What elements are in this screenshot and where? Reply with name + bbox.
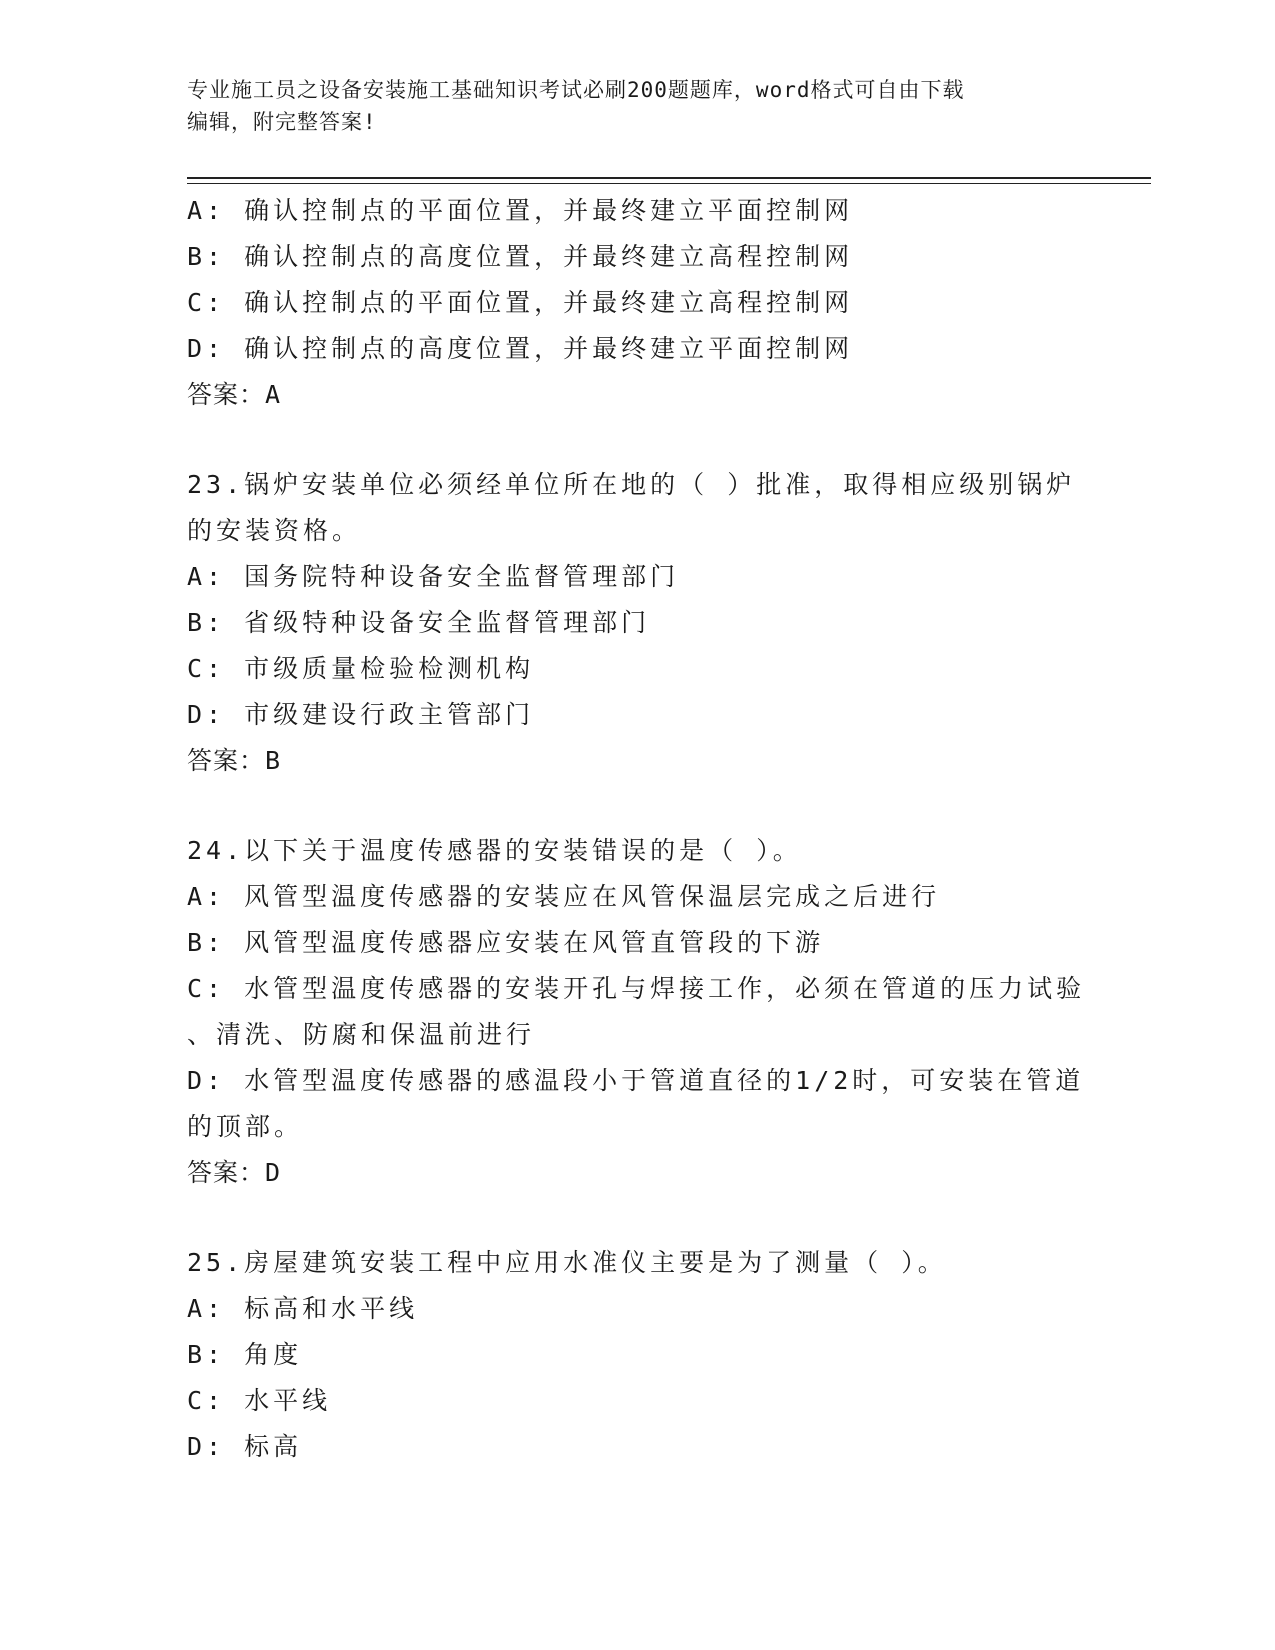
answer-value: A	[265, 380, 282, 409]
option-d: D: 市级建设行政主管部门	[187, 700, 535, 729]
question-24	[187, 828, 1087, 1196]
question-stem-line-2: 的安装资格。	[187, 516, 362, 545]
option-d: D: 标高	[187, 1432, 303, 1461]
option-d-line-2: 的顶部。	[187, 1112, 304, 1141]
header-title-line-2: 编辑，附完整答案!	[187, 110, 377, 134]
question-stem-line-1: 23.锅炉安装单位必须经单位所在地的（ ）批准，取得相应级别锅炉	[187, 470, 1076, 499]
spacer	[187, 784, 1087, 828]
option-a: A: 国务院特种设备安全监督管理部门	[187, 562, 680, 591]
option-a: A: 标高和水平线	[187, 1294, 419, 1323]
answer-value: D	[265, 1158, 282, 1187]
answer-label: 答案：	[187, 380, 266, 409]
header-title-line-1: 专业施工员之设备安装施工基础知识考试必刷200题题库，word格式可自由下载	[187, 78, 965, 102]
answer-value: B	[265, 746, 282, 775]
option-c: C: 市级质量检验检测机构	[187, 654, 535, 683]
option-b: B: 风管型温度传感器应安装在风管直管段的下游	[187, 928, 825, 957]
spacer	[187, 1196, 1087, 1240]
question-list	[187, 188, 1087, 1470]
question-25	[187, 1240, 1087, 1470]
answer-line	[187, 1150, 1087, 1196]
header-divider-thick	[187, 177, 1151, 179]
option-d: D: 确认控制点的高度位置，并最终建立平面控制网	[187, 334, 854, 363]
answer-line	[187, 372, 1087, 418]
option-d-line-1: D: 水管型温度传感器的感温段小于管道直径的1/2时，可安装在管道	[187, 1066, 1085, 1095]
option-a: A: 确认控制点的平面位置，并最终建立平面控制网	[187, 196, 854, 225]
spacer	[187, 418, 1087, 462]
option-c-line-2: 、清洗、防腐和保温前进行	[187, 1020, 536, 1049]
question-23	[187, 462, 1087, 784]
option-c: C: 水平线	[187, 1386, 332, 1415]
question-stem: 25.房屋建筑安装工程中应用水准仪主要是为了测量（ ）。	[187, 1248, 947, 1277]
document-header	[187, 74, 1067, 138]
option-b: B: 省级特种设备安全监督管理部门	[187, 608, 651, 637]
option-b: B: 角度	[187, 1340, 303, 1369]
option-a: A: 风管型温度传感器的安装应在风管保温层完成之后进行	[187, 882, 941, 911]
option-c: C: 确认控制点的平面位置，并最终建立高程控制网	[187, 288, 854, 317]
answer-line	[187, 738, 1087, 784]
answer-label: 答案：	[187, 746, 266, 775]
question-stem: 24.以下关于温度传感器的安装错误的是（ ）。	[187, 836, 802, 865]
header-divider-thin	[187, 183, 1151, 184]
question-22	[187, 188, 1087, 418]
option-c-line-1: C: 水管型温度传感器的安装开孔与焊接工作，必须在管道的压力试验	[187, 974, 1086, 1003]
answer-label: 答案：	[187, 1158, 266, 1187]
option-b: B: 确认控制点的高度位置，并最终建立高程控制网	[187, 242, 854, 271]
